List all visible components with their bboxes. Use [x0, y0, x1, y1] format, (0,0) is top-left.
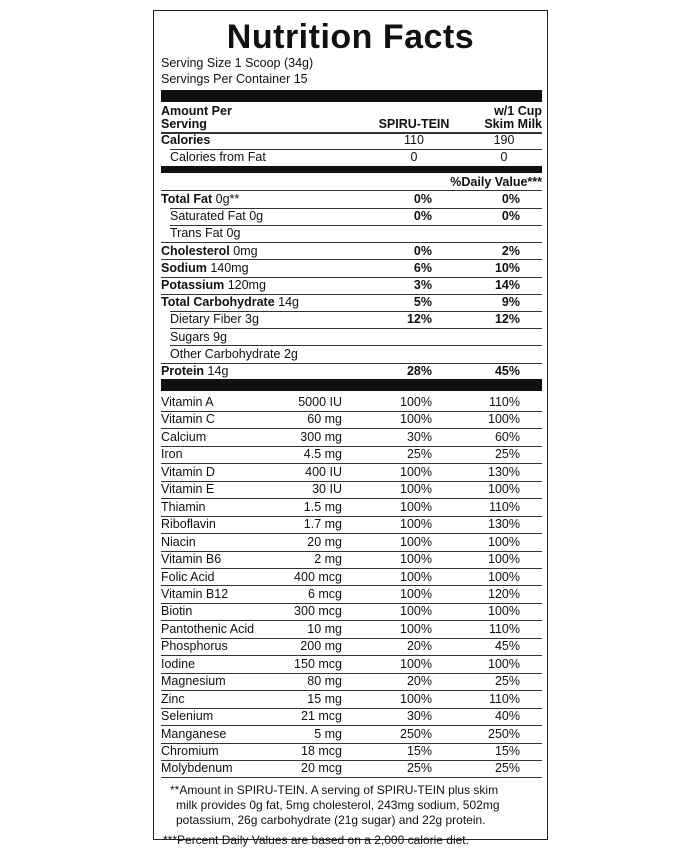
vitamin-name: Iodine: [161, 656, 196, 671]
vitamin-dv-skim-milk: 40%: [494, 709, 520, 724]
vitamin-amount: 400 mcg: [294, 569, 342, 584]
vitamin-row: [154, 673, 547, 690]
vitamin-dv-spiru-tein: 100%: [400, 534, 432, 549]
nutrient-label: Potassium: [161, 278, 225, 292]
footnote-amount: [154, 783, 547, 828]
nutrient-name: [161, 260, 249, 277]
vitamin-amount: 150 mcg: [294, 656, 342, 671]
nutrient-name: [161, 294, 299, 311]
vitamin-name: Manganese: [161, 726, 227, 741]
vitamin-row: [154, 481, 547, 498]
vitamin-name: Chromium: [161, 744, 219, 758]
daily-value-header: %Daily Value***: [450, 175, 542, 189]
vitamin-name: Calcium: [161, 429, 207, 444]
vitamin-row: [154, 551, 547, 568]
vitamin-name: Iron: [161, 447, 183, 462]
vitamin-dv-spiru-tein: 100%: [400, 604, 432, 619]
vitamin-name: Riboflavin: [161, 517, 216, 532]
nutrient-amount: 14g: [278, 295, 300, 310]
vitamin-amount: 200 mg: [300, 639, 342, 654]
vitamin-name: Pantothenic Acid: [161, 621, 255, 636]
vitamin-row: [154, 638, 547, 655]
thick-divider-vitamins: [161, 379, 542, 391]
nutrient-name: [170, 329, 227, 346]
vitamin-amount: 5 mg: [314, 726, 342, 741]
vitamin-name: Phosphorus: [161, 639, 228, 654]
nutrient-amount: 0g: [249, 209, 264, 224]
vitamin-row: [154, 691, 547, 708]
vitamin-name: Zinc: [161, 691, 185, 706]
header-serving: Serving: [161, 117, 207, 131]
nutrient-label: Cholesterol: [161, 243, 230, 258]
nutrient-row: [154, 294, 547, 311]
vitamin-amount: 4.5 mg: [303, 447, 342, 462]
vitamin-row: [154, 499, 547, 516]
header-col-skim-milk-line1: w/1 Cup: [494, 104, 542, 118]
vitamin-row: [154, 760, 547, 777]
vitamin-amount: 6 mcg: [307, 586, 342, 601]
vitamin-name: Folic Acid: [161, 569, 215, 584]
nutrient-name: [170, 311, 259, 328]
nutrition-facts-panel: [153, 10, 548, 847]
vitamin-amount: 21 mcg: [301, 709, 342, 724]
nutrient-dv-spiru-tein: 28%: [406, 364, 432, 378]
vitamin-amount: 18 mcg: [301, 744, 342, 758]
vitamin-dv-spiru-tein: 100%: [400, 691, 432, 706]
nutrient-label: Total Fat: [161, 192, 213, 206]
vitamin-name: Niacin: [161, 534, 196, 549]
vitamin-amount: 5000 IU: [298, 395, 342, 409]
vitamin-row: [154, 516, 547, 533]
nutrient-row: [154, 225, 547, 242]
medium-divider: [161, 166, 542, 173]
vitamin-name: Molybdenum: [161, 761, 233, 776]
nutrient-name: [170, 208, 263, 225]
nutrient-dv-skim-milk: 12%: [494, 312, 520, 327]
vitamin-dv-skim-milk: 25%: [494, 674, 520, 689]
nutrient-dv-spiru-tein: 0%: [413, 243, 432, 258]
nutrient-dv-skim-milk: 45%: [494, 364, 520, 378]
vitamin-dv-skim-milk: 120%: [488, 586, 520, 601]
nutrient-dv-spiru-tein: 5%: [413, 295, 432, 310]
header-col-spiru-tein: SPIRU-TEIN: [378, 117, 450, 131]
vitamin-dv-skim-milk: 45%: [494, 639, 520, 654]
vitamin-dv-spiru-tein: 250%: [400, 726, 432, 741]
calories-from-fat-label: Calories from Fat: [170, 150, 266, 164]
vitamin-dv-skim-milk: 110%: [488, 499, 520, 514]
vitamin-dv-skim-milk: 250%: [488, 726, 520, 741]
vitamin-row: [154, 743, 547, 760]
nutrient-amount: 140mg: [210, 260, 249, 275]
vitamin-dv-skim-milk: 100%: [488, 412, 520, 427]
nutrient-dv-skim-milk: 2%: [501, 243, 520, 258]
vitamin-dv-skim-milk: 100%: [488, 569, 520, 584]
vitamin-dv-skim-milk: 130%: [488, 464, 520, 479]
vitamin-dv-spiru-tein: 100%: [400, 552, 432, 567]
vitamin-dv-spiru-tein: 100%: [400, 464, 432, 479]
row-rule: [161, 777, 542, 778]
nutrient-name: [161, 363, 228, 380]
vitamin-dv-skim-milk: 15%: [494, 744, 520, 758]
nutrient-dv-spiru-tein: 0%: [413, 209, 432, 224]
calories-value-2: 190: [493, 133, 515, 147]
vitamin-name: Vitamin A: [161, 395, 214, 409]
vitamin-name: Vitamin D: [161, 464, 215, 479]
nutrient-amount: 0mg: [233, 243, 258, 258]
vitamin-amount: 2 mg: [314, 552, 342, 567]
nutrient-name: [161, 243, 258, 260]
vitamin-dv-spiru-tein: 100%: [400, 569, 432, 584]
nutrient-dv-skim-milk: 14%: [494, 278, 520, 292]
calories-label: Calories: [161, 133, 211, 147]
nutrient-dv-skim-milk: 9%: [501, 295, 520, 310]
vitamin-amount: 400 IU: [305, 464, 342, 479]
vitamin-amount: 10 mg: [307, 621, 342, 636]
servings-per-container: Servings Per Container 15: [161, 72, 308, 86]
nutrient-row: [154, 277, 547, 294]
calories-from-fat-value-2: 0: [500, 150, 508, 164]
vitamin-dv-spiru-tein: 100%: [400, 621, 432, 636]
nutrient-name: [161, 277, 266, 294]
nutrient-row: [154, 243, 547, 260]
vitamin-amount: 15 mg: [307, 691, 342, 706]
vitamin-dv-skim-milk: 25%: [494, 761, 520, 776]
nutrient-amount: 0g: [226, 226, 241, 241]
nutrient-row: [154, 363, 547, 380]
label-title: Nutrition Facts: [226, 18, 475, 56]
nutrient-row: [154, 311, 547, 328]
vitamin-amount: 20 mcg: [301, 761, 342, 776]
vitamin-row: [154, 656, 547, 673]
vitamin-name: Thiamin: [161, 499, 206, 514]
calories-from-fat-value-1: 0: [410, 150, 418, 164]
footnote-amount-line2: milk provides 0g fat, 5mg cholesterol, 243mg sodium, 502mg: [176, 798, 500, 812]
nutrient-dv-skim-milk: 0%: [501, 192, 520, 206]
vitamin-dv-spiru-tein: 15%: [406, 744, 432, 758]
vitamin-amount: 1.5 mg: [303, 499, 342, 514]
nutrient-amount: 0g**: [215, 192, 240, 206]
nutrient-amount: 2g: [283, 346, 298, 361]
nutrient-amount: 9g: [213, 329, 227, 344]
nutrient-dv-spiru-tein: 3%: [413, 278, 432, 292]
vitamin-dv-spiru-tein: 25%: [406, 761, 432, 776]
vitamin-dv-spiru-tein: 100%: [400, 482, 432, 497]
vitamin-dv-skim-milk: 110%: [488, 395, 520, 409]
vitamin-row: [154, 708, 547, 725]
vitamin-dv-spiru-tein: 100%: [400, 586, 432, 601]
nutrient-name: [170, 225, 240, 242]
vitamin-amount: 30 IU: [312, 482, 342, 497]
footnote-daily-values: ***Percent Daily Values are based on a 2,000 calorie diet.: [163, 833, 469, 847]
nutrient-row: [154, 346, 547, 363]
vitamin-row: [154, 411, 547, 428]
nutrient-amount: 14g: [207, 364, 229, 378]
nutrient-amount: 3g: [245, 312, 259, 327]
footnote-amount-line3: potassium, 26g carbohydrate (21g sugar) and 22g protein.: [176, 813, 486, 827]
vitamin-row: [154, 464, 547, 481]
vitamin-dv-spiru-tein: 30%: [406, 709, 432, 724]
vitamin-name: Magnesium: [161, 674, 226, 689]
vitamin-dv-spiru-tein: 100%: [400, 412, 432, 427]
vitamin-row: [154, 726, 547, 743]
calories-row: [154, 132, 547, 149]
nutrient-dv-spiru-tein: 0%: [413, 192, 432, 206]
vitamin-name: Biotin: [161, 604, 193, 619]
vitamin-dv-spiru-tein: 100%: [400, 395, 432, 409]
nutrient-dv-skim-milk: 10%: [494, 260, 520, 275]
nutrient-label: Trans Fat: [170, 226, 224, 241]
vitamin-amount: 300 mcg: [294, 604, 342, 619]
nutrient-label: Sugars: [170, 329, 210, 344]
footnote-amount-line1: **Amount in SPIRU-TEIN. A serving of SPIRU-TEIN plus skim: [170, 783, 499, 797]
vitamin-row: [154, 586, 547, 603]
nutrient-label: Total Carbohydrate: [161, 295, 275, 310]
vitamin-name: Vitamin B6: [161, 552, 222, 567]
vitamin-dv-skim-milk: 110%: [488, 691, 520, 706]
vitamin-dv-spiru-tein: 25%: [406, 447, 432, 462]
nutrient-row: [154, 191, 547, 208]
vitamin-amount: 60 mg: [307, 412, 342, 427]
vitamin-row: [154, 394, 547, 411]
vitamin-dv-skim-milk: 60%: [494, 429, 520, 444]
header-amount-per: Amount Per: [161, 104, 232, 118]
vitamin-name: Selenium: [161, 709, 214, 724]
nutrient-dv-skim-milk: 0%: [501, 209, 520, 224]
nutrient-row: [154, 208, 547, 225]
vitamin-amount: 80 mg: [307, 674, 342, 689]
calories-value-1: 110: [404, 133, 424, 147]
vitamin-dv-spiru-tein: 20%: [406, 674, 432, 689]
nutrient-amount: 120mg: [227, 278, 266, 292]
nutrient-label: Other Carbohydrate: [170, 346, 281, 361]
vitamin-dv-skim-milk: 110%: [488, 621, 520, 636]
vitamin-dv-skim-milk: 100%: [488, 482, 520, 497]
nutrient-label: Sodium: [161, 260, 207, 275]
vitamin-dv-skim-milk: 100%: [488, 604, 520, 619]
vitamin-dv-spiru-tein: 100%: [400, 656, 432, 671]
thick-divider-top: [161, 90, 542, 102]
vitamin-name: Vitamin E: [161, 482, 215, 497]
nutrient-label: Protein: [161, 364, 205, 378]
nutrient-name: [170, 346, 298, 363]
header-col-skim-milk-line2: Skim Milk: [484, 117, 542, 131]
nutrient-label: Dietary Fiber: [170, 312, 242, 327]
vitamin-row: [154, 621, 547, 638]
nutrient-label: Saturated Fat: [170, 209, 246, 224]
vitamin-dv-spiru-tein: 100%: [400, 517, 432, 532]
vitamin-dv-skim-milk: 100%: [488, 534, 520, 549]
vitamin-row: [154, 603, 547, 620]
nutrient-dv-spiru-tein: 6%: [413, 260, 432, 275]
nutrient-dv-spiru-tein: 12%: [406, 312, 432, 327]
vitamin-dv-skim-milk: 100%: [488, 552, 520, 567]
vitamin-dv-skim-milk: 100%: [488, 656, 520, 671]
nutrient-name: [161, 191, 239, 208]
vitamin-dv-spiru-tein: 100%: [400, 499, 432, 514]
vitamin-row: [154, 429, 547, 446]
vitamin-name: Vitamin C: [161, 412, 215, 427]
vitamin-dv-spiru-tein: 30%: [406, 429, 432, 444]
vitamin-row: [154, 569, 547, 586]
nutrient-row: [154, 260, 547, 277]
serving-size: Serving Size 1 Scoop (34g): [161, 56, 314, 70]
vitamin-row: [154, 534, 547, 551]
vitamin-row: [154, 446, 547, 463]
vitamin-dv-skim-milk: 25%: [494, 447, 520, 462]
vitamin-dv-spiru-tein: 20%: [406, 639, 432, 654]
vitamin-dv-skim-milk: 130%: [488, 517, 520, 532]
vitamin-amount: 20 mg: [307, 534, 342, 549]
calories-from-fat-row: [154, 149, 547, 166]
vitamin-name: Vitamin B12: [161, 586, 229, 601]
vitamin-amount: 300 mg: [300, 429, 342, 444]
vitamin-amount: 1.7 mg: [303, 517, 342, 532]
nutrient-row: [154, 329, 547, 346]
